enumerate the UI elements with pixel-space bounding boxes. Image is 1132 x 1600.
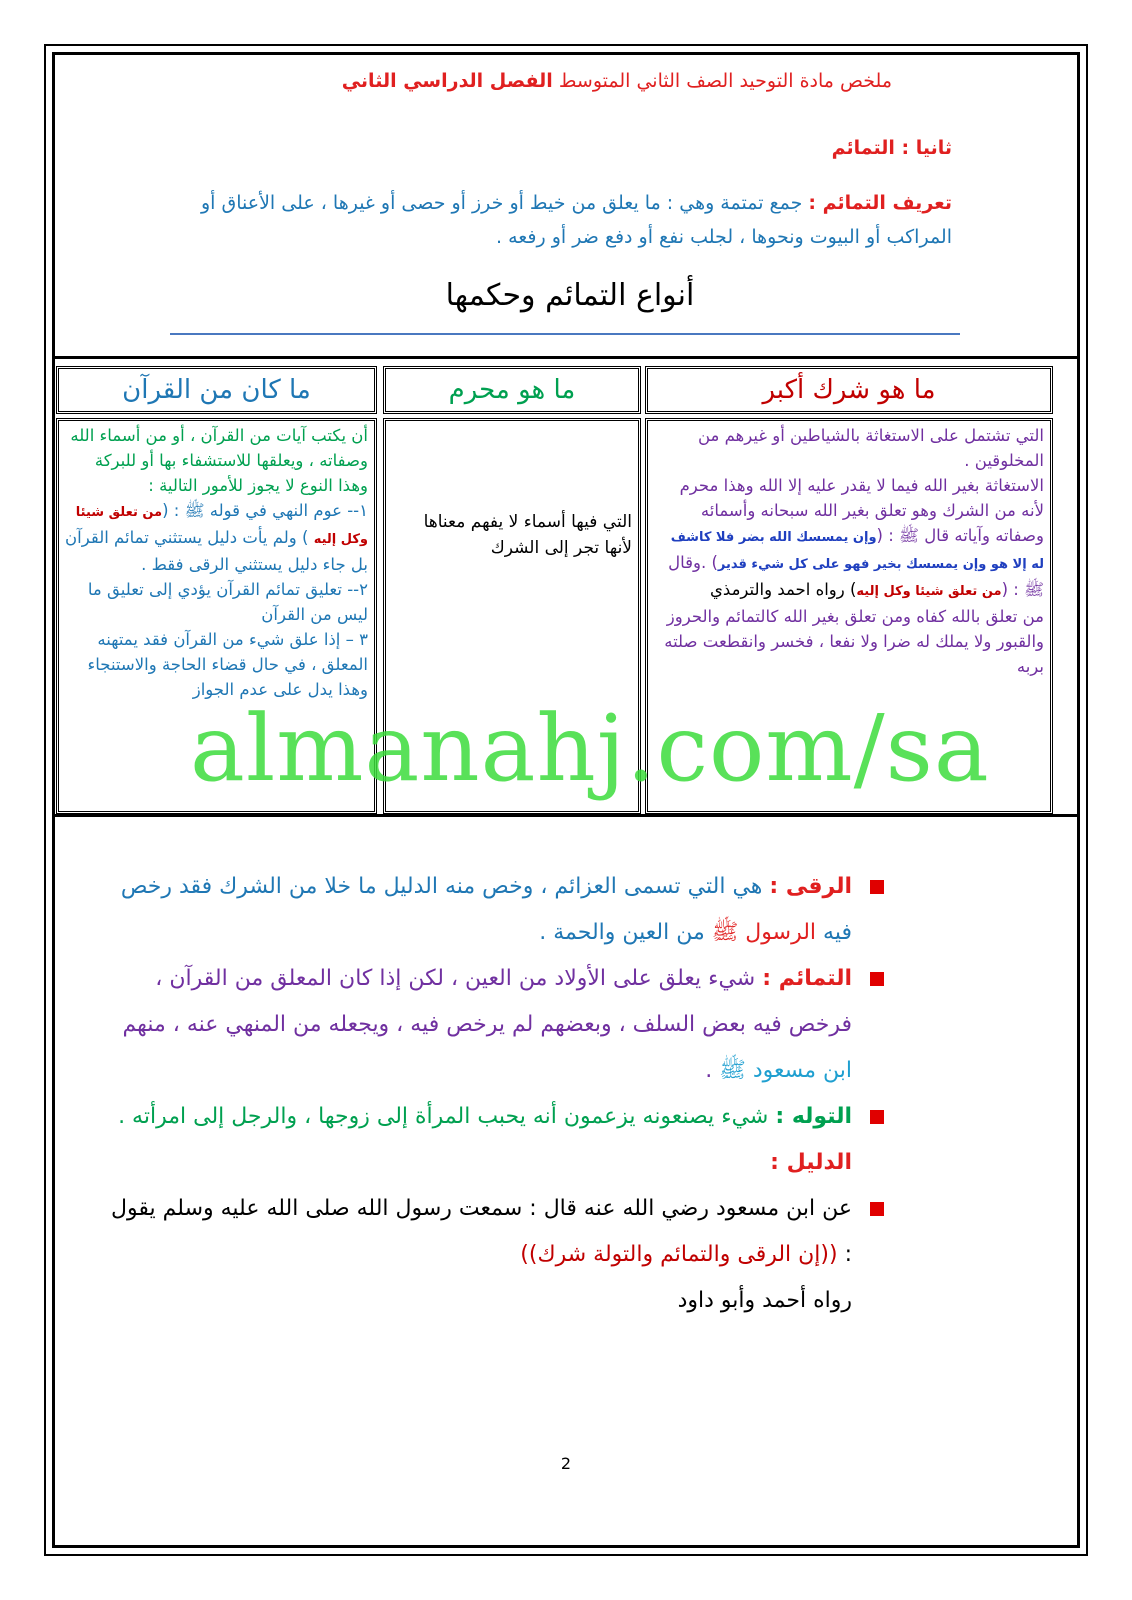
quran-hadith: من تعلق شيئا وكل إليه [75,505,368,547]
types-heading: أنواع التمائم وحكمها [445,278,695,313]
definition-text: جمع تمتمة وهي : ما يعلق من خيط أو خرز أو حصى أو غيرها ، على الأعناق أو المراكب أو البيوت ونحوها ، لجلب نفع أو دفع ضر أو رفعه . [200,192,952,248]
shirk-text [648,421,1050,681]
quran-p2a: ١-- عوم النهي في قوله ﷺ : ( [162,501,368,520]
bullet-square-icon [870,1202,884,1216]
bullet-square-icon [870,880,884,894]
header-muharram: ما هو محرم [383,366,641,414]
tamaim-text2: . [705,1058,720,1083]
table-top-rule [53,356,1077,359]
shirk-p2: الاستغاثة بغير الله فيما لا يقدر عليه إلا الله وهذا محرم لأنه من الشرك وهو تعلق بغير الله سبحانه وأسمائه وصفاته وآياته قال ﷺ : ( [679,476,1044,545]
bullet-tiwala [104,1094,884,1140]
title-normal: ملخص مادة التوحيد الصف الثاني المتوسط [558,70,892,92]
evidence-hadith: ((إن الرقى والتمائم والتولة شرك)) [520,1242,838,1267]
ruqa-text2: من العين والحمة . [539,920,712,945]
ruqa-label: الرقى : [769,874,852,899]
definition-term: تعريف التمائم : [808,192,952,214]
tamaim-label: التمائم : [762,966,852,991]
header-quran: ما كان من القرآن [56,366,377,414]
bullet-square-icon [870,1110,884,1124]
ruqa-text1: هي التي تسمى العزائم ، وخص منه الدليل ما خلا من الشرك فقد رخص فيه [120,874,852,945]
quran-p1: أن يكتب آيات من القرآن ، أو من أسماء الله وصفاته ، ويعلقها للاستشفاء بها أو للبركة وهذا النوع لا يجوز للأمور التالية : [70,426,368,495]
page-number: 2 [560,1454,572,1473]
quran-p3: ٢-- تعليق تمائم القرآن يؤدي إلى تعليق ما ليس من القرآن [87,580,368,624]
bullet-evidence [104,1186,884,1324]
shirk-p4: ) رواه احمد والترمذي [710,580,857,599]
header-shirk: ما هو شرك أكبر [645,366,1053,414]
quran-p2b: ) ولم يأت دليل يستثني تمائم القرآن بل جاء دليل يستثني الرقى فقط . [65,528,368,574]
tiwala-text: شيء يصنعونه يزعمون أنه يحبب المرأة إلى زوجها ، والرجل إلى امرأته . [118,1104,776,1129]
section-subtitle: ثانيا : التمائم [831,137,952,159]
muharram-text: التي فيها أسماء لا يفهم معناها لأنها تجر إلى الشرك [423,512,632,558]
shirk-p1: التي تشتمل على الاستغاثة بالشياطين أو غيرهم من المخلوقين . [697,426,1044,470]
tamaim-ibn: ابن مسعود ﷺ [719,1058,852,1083]
shirk-verse: وإن يمسسك الله بضر فلا كاشف له إلا هو وإن يمسسك بخير فهو على كل شيء قدير [670,530,1044,572]
definition-paragraph [152,186,952,254]
dalil-label: الدليل : [770,1150,852,1175]
bullet-square-icon [870,972,884,986]
evidence-text1: عن ابن مسعود رضي الله عنه قال : سمعت رسول الله صلى الله عليه وسلم يقول : [111,1196,852,1267]
table-bottom-rule [53,814,1077,817]
page-title [192,70,892,92]
shirk-p3: ) .وقال ﷺ : ( [668,553,1044,599]
bullet-tamaim [104,956,884,1094]
ruqa-rasul: الرسول ﷺ [711,920,817,945]
title-bold: الفصل الدراسي الثاني [341,70,553,92]
bullet-list [104,864,884,1324]
shirk-p5: من تعلق بالله كفاه ومن تعلق بغير الله كالتمائم والحروز والقبور ولا يملك له ضرا ولا نفعا ، فخسر وانقطعت صلته بربه [664,607,1044,676]
tiwala-label: التوله : [775,1104,852,1129]
quran-text [59,421,374,704]
shirk-hadith: من تعلق شيئا وكل إليه [856,584,1002,599]
bullet-ruqa [104,864,884,956]
evidence-text2: رواه أحمد وأبو داود [677,1288,852,1313]
heading-underline [170,333,960,335]
tamaim-text1: شيء يعلق على الأولاد من العين ، لكن إذا كان المعلق من القرآن ، فرخص فيه بعض السلف ، وبعضهم لم يرخص فيه ، ويجعله من المنهي عنه ، منهم [122,966,852,1037]
watermark: almanahj.com/sa [190,695,990,802]
quran-p4: ٣ – إذا علق شيء من القرآن فقد يمتهنه المعلق ، في حال قضاء الحاجة والاستنجاء وهذا يدل على عدم الجواز [87,630,368,699]
